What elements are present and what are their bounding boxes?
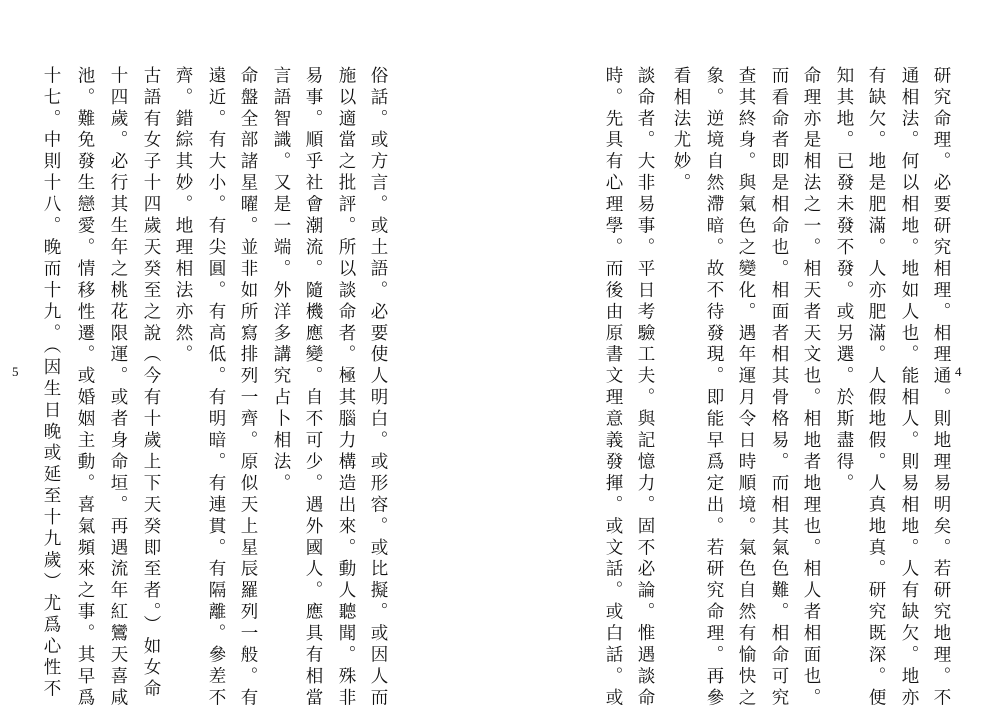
text-column: 十七。中則十八。晚而十九。（因生日晚或延至十九歲）尤爲心性不 <box>41 66 61 701</box>
page-number: 4 <box>955 364 962 379</box>
text-column: 而看命者即是相命也。相面者相其骨格易。而相其氣色難。相命可究 <box>769 66 789 710</box>
right-page <box>493 0 986 722</box>
text-column: 齊。錯綜其妙。地理相法亦然。 <box>173 66 193 367</box>
text-column: 施以適當之批評。所以談命者。極其腦力構造出來。動人聽聞。殊非 <box>336 66 356 710</box>
text-column: 查其終身。與氣色之變化。遇年運月令日時順境。氣色自然有愉快之 <box>736 66 756 710</box>
text-column: 池。難免發生戀愛。情移性遷。或婚姻主動。喜氣頻來之事。其早爲 <box>75 66 95 710</box>
text-column: 易事。順乎社會潮流。隨機應變。自不可少。遇外國人。應具有相當 <box>303 66 323 710</box>
text-column: 言語智識。又是一端。外洋多講究占卜相法。 <box>271 66 291 495</box>
text-column: 命盤全部諸星曜。並非如所寫排列一齊。原似天上星辰羅列一般。有 <box>238 66 258 710</box>
text-column: 通相法。何以相地。地如人也。能相人。則易相地。人有缺欠。地亦 <box>899 66 919 710</box>
text-column: 象。逆境自然滯暗。故不待發現。即能早爲定出。若研究命理。再參 <box>704 66 724 710</box>
text-column: 十四歲。必行其生年之桃花限運。或者身命垣。再遇流年紅鸞天喜咸 <box>108 66 128 710</box>
text-column: 有缺欠。地是肥滿。人亦肥滿。人假地假。人真地真。研究既深。便 <box>866 66 886 710</box>
text-column: 研究命理。必要研究相理。相理通。則地理易明矣。若研究地理。不 <box>931 66 951 710</box>
page-number: 5 <box>12 364 19 379</box>
text-column: 看相法尤妙。 <box>671 66 691 195</box>
text-column: 古語有女子十四歲天癸至之說（今有十歲上下天癸即至者。）如女命 <box>141 66 161 701</box>
text-column: 時。先具有心理學。而後由原書文理意義發揮。或文話。或白話。或 <box>603 66 623 710</box>
text-column: 談命者。大非易事。平日考驗工夫。與記憶力。固不必論。惟遇談命 <box>635 66 655 710</box>
text-column: 知其地。已發未發不發。或另選。於斯盡得。 <box>834 66 854 495</box>
text-column: 命理亦是相法之一。相天者天文也。相地者地理也。相人者相面也。 <box>801 66 821 710</box>
text-column: 遠近。有大小。有尖圓。有高低。有明暗。有連貫。有隔離。參差不 <box>206 66 226 710</box>
text-column: 俗話。或方言。或土語。必要使人明白。或形容。或比擬。或因人而 <box>368 66 388 710</box>
